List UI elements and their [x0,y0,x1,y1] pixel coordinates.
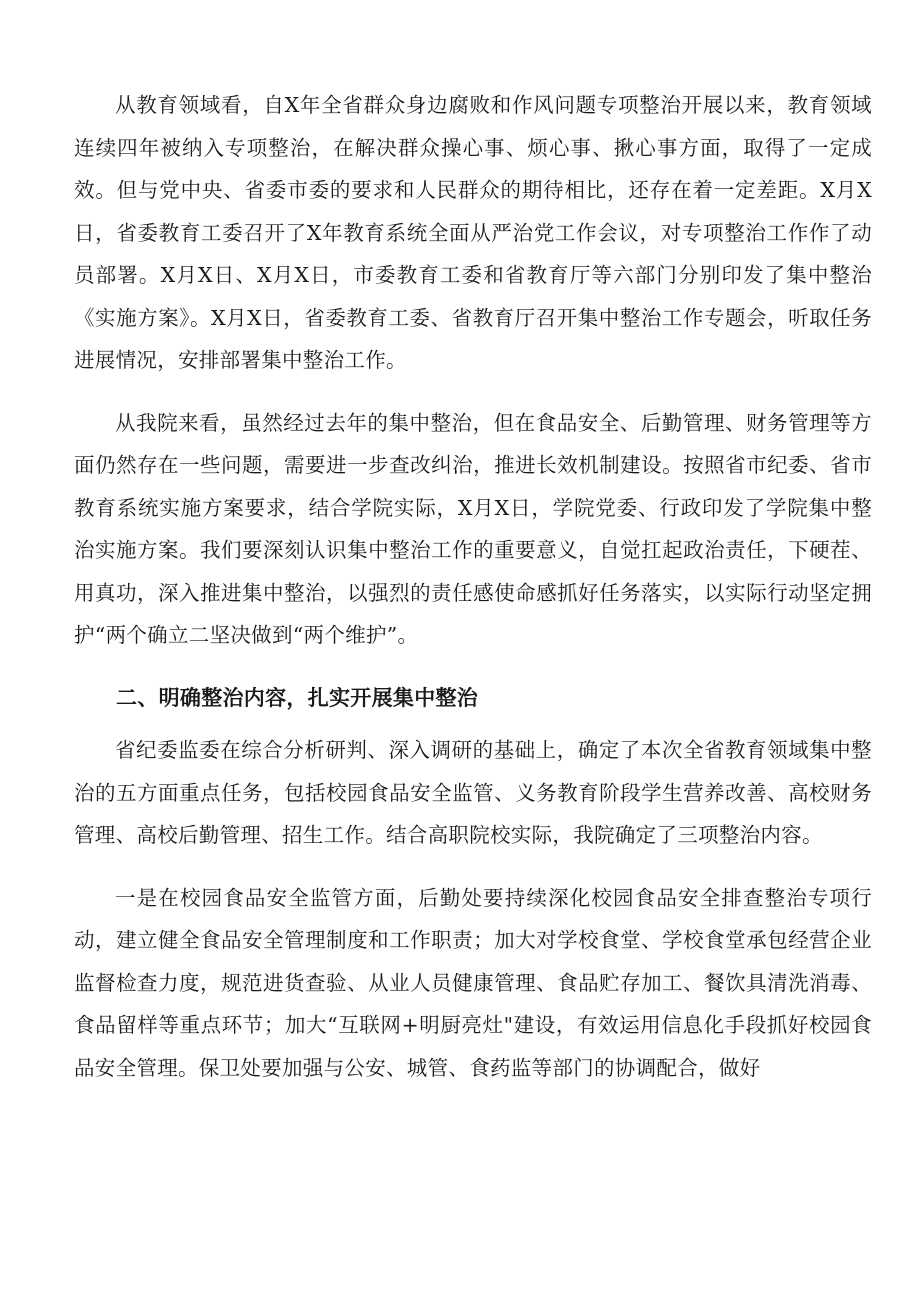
paragraph-food-safety: 一是在校园食品安全监管方面，后勤处要持续深化校园食品安全排查整治专项行动，建立健全食品安全管理制度和工作职责；加大对学校食堂、学校食堂承包经营企业监督检查力度，规范进货查验、从业人员健康管理、食品贮存加工、餐饮具清洗消毒、食品留样等重点环节；加大“互联网+明厨亮灶"建设，有效运用信息化手段抓好校园食品安全管理。保卫处要加强与公安、城管、食药监等部门的协调配合，做好 [74,885,872,1080]
paragraph-our-college: 从我院来看，虽然经过去年的集中整治，但在食品安全、后勤管理、财务管理等方面仍然存在一些问题，需要进一步查改纠治，推进长效机制建设。按照省市纪委、省市教育系统实施方案要求，结合学院实际，X月X日，学院党委、行政印发了学院集中整治实施方案。我们要深刻认识集中整治工作的重要意义，自觉扛起政治责任，下硬茬、用真功，深入推进集中整治，以强烈的责任感使命感抓好任务落实，以实际行动坚定拥护“两个确立二坚决做到“两个维护”。 [74,410,872,647]
section-heading: 二、明确整治内容，扎实开展集中整治 [116,685,479,710]
paragraph-key-tasks: 省纪委监委在综合分析研判、深入调研的基础上，确定了本次全省教育领域集中整治的五方面重点任务，包括校园食品安全监管、义务教育阶段学生营养改善、高校财务管理、高校后勤管理、招生工作。结合高职院校实际，我院确定了三项整治内容。 [74,738,872,847]
paragraph-education-field: 从教育领域看，自X年全省群众身边腐败和作风问题专项整治开展以来，教育领域连续四年被纳入专项整治，在解决群众操心事、烦心事、揪心事方面，取得了一定成效。但与党中央、省委市委的要求和人民群众的期待相比，还存在着一定差距。X月X日，省委教育工委召开了X年教育系统全面从严治党工作会议，对专项整治工作作了动员部署。X月X日、X月X日，市委教育工委和省教育厅等六部门分别印发了集中整治《实施方案》。X月X日，省委教育工委、省教育厅召开集中整治工作专题会，听取任务进展情况，安排部署集中整治工作。 [74,93,872,372]
